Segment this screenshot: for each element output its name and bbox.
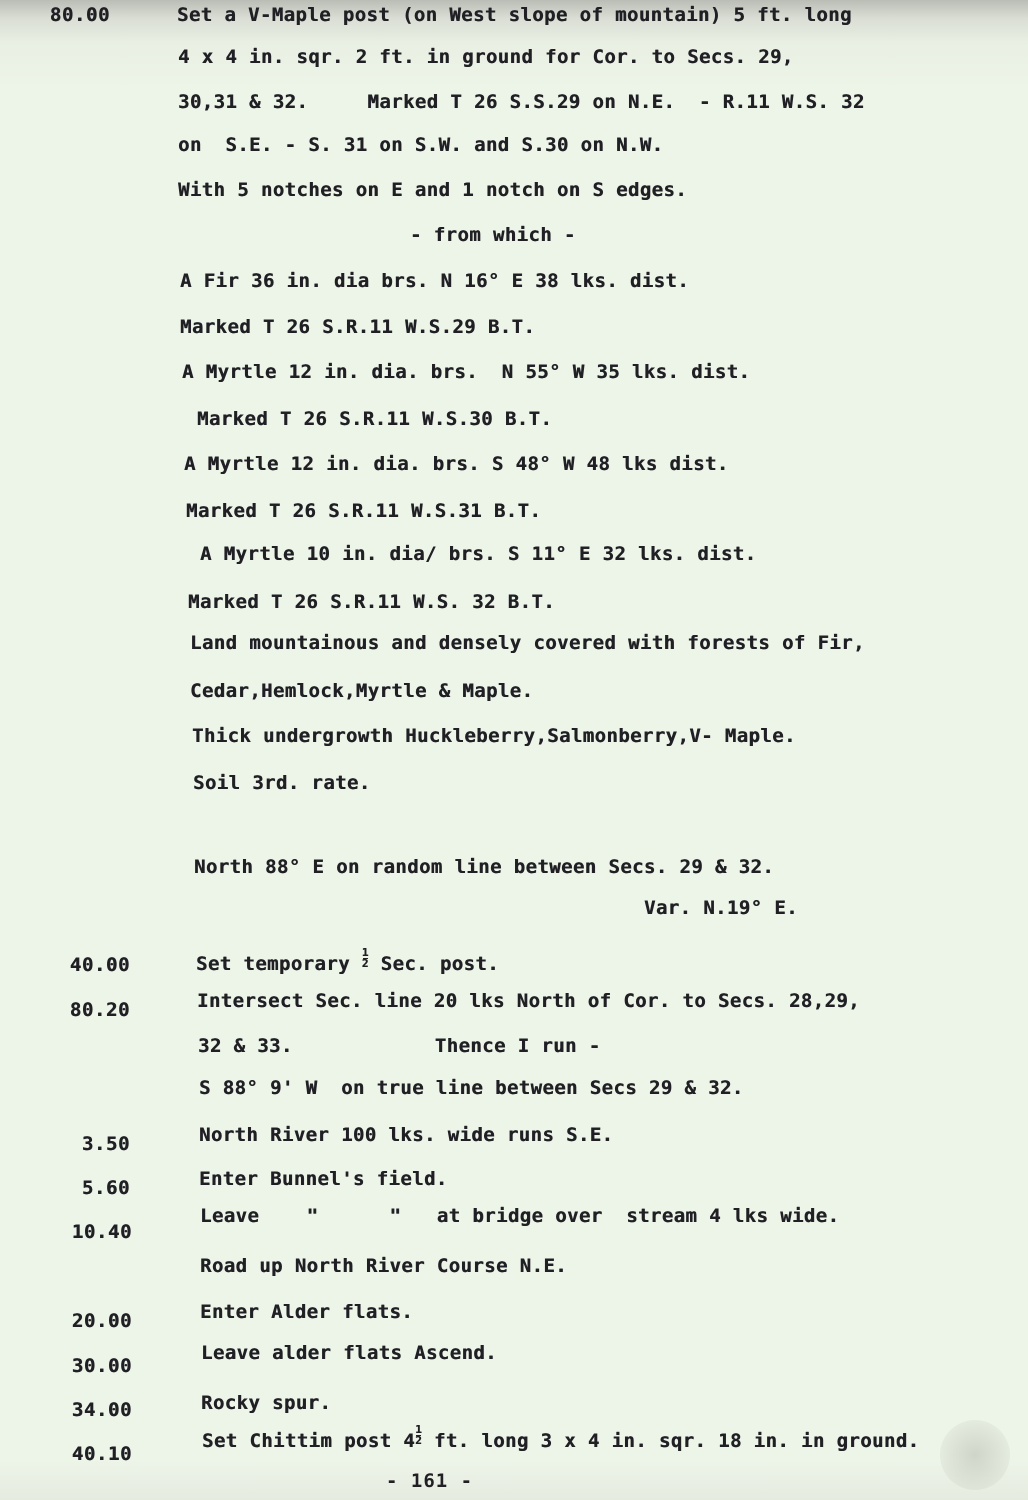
field-note-text: Sec. post. <box>368 953 500 975</box>
field-note-line: A Myrtle 10 in. dia/ brs. S 11° E 32 lks. dist. <box>200 543 757 565</box>
field-note-line: Thick undergrowth Huckleberry,Salmonberry,V- Maple. <box>192 725 796 747</box>
field-note-line: Leave alder flats Ascend. <box>201 1342 497 1364</box>
chainage-mark: 20.00 <box>71 1310 132 1332</box>
page-number: - 161 - <box>386 1470 474 1492</box>
field-note-line: North 88° E on random line between Secs. 29 & 32. <box>194 856 775 878</box>
field-note-text: ft. long 3 x 4 in. sqr. 18 in. in ground. <box>422 1430 920 1452</box>
field-note-line: A Myrtle 12 in. dia. brs. N 55° W 35 lks. dist. <box>182 361 751 383</box>
fraction <box>362 948 369 969</box>
field-note-line: A Fir 36 in. dia brs. N 16° E 38 lks. dist. <box>180 270 690 292</box>
field-note-line: Cedar,Hemlock,Myrtle & Maple. <box>190 680 534 702</box>
field-note-line: Enter Alder flats. <box>200 1301 414 1323</box>
field-note-line: Enter Bunnel's field. <box>199 1168 448 1190</box>
field-note-text: Set Chittim post 4 <box>202 1430 416 1452</box>
field-note-line: Leave " " at bridge over stream 4 lks wide. <box>200 1205 840 1227</box>
fraction-denominator: 2 <box>361 957 369 970</box>
fraction-denominator: 2 <box>415 1434 423 1447</box>
field-note-line <box>202 1425 919 1452</box>
field-note-line: Rocky spur. <box>201 1392 332 1414</box>
fraction-numerator: 1 <box>415 1423 423 1436</box>
chainage-mark: 34.00 <box>71 1399 132 1421</box>
chainage-mark: 30.00 <box>71 1355 132 1377</box>
field-note-line: 30,31 & 32. Marked T 26 S.S.29 on N.E. - R.11 W.S. 32 <box>178 91 865 113</box>
field-note-line: on S.E. - S. 31 on S.W. and S.30 on N.W. <box>178 134 664 156</box>
field-note-line: Road up North River Course N.E. <box>200 1255 568 1277</box>
chainage-mark: 10.40 <box>71 1221 132 1243</box>
field-note-line: Land mountainous and densely covered with forests of Fir, <box>190 632 865 654</box>
field-note-line: 4 x 4 in. sqr. 2 ft. in ground for Cor. to Secs. 29, <box>178 46 794 68</box>
chainage-mark: 40.10 <box>71 1443 132 1465</box>
field-note-line: Intersect Sec. line 20 lks North of Cor. to Secs. 28,29, <box>197 990 860 1012</box>
chainage-mark: 5.60 <box>81 1177 130 1199</box>
field-note-line: Marked T 26 S.R.11 W.S. 32 B.T. <box>188 591 556 613</box>
field-note-line: 32 & 33. Thence I run - <box>198 1035 601 1057</box>
paper-stain <box>940 1420 1010 1490</box>
field-note-text: Set temporary <box>196 953 350 975</box>
field-note-line: Marked T 26 S.R.11 W.S.30 B.T. <box>197 408 553 430</box>
field-note-line: Soil 3rd. rate. <box>193 772 371 794</box>
fraction-numerator: 1 <box>361 946 369 959</box>
chainage-mark: 3.50 <box>81 1133 130 1155</box>
chainage-mark: 80.20 <box>69 999 130 1021</box>
chainage-mark: 80.00 <box>49 4 110 26</box>
field-note-heading: - from which - <box>410 224 576 246</box>
field-note-line: With 5 notches on E and 1 notch on S edges. <box>178 179 688 201</box>
field-note-line: Marked T 26 S.R.11 W.S.29 B.T. <box>180 316 536 338</box>
field-note-line: North River 100 lks. wide runs S.E. <box>199 1124 614 1146</box>
field-note-line: S 88° 9' W on true line between Secs 29 & 32. <box>199 1077 744 1099</box>
chainage-mark: 40.00 <box>69 954 130 976</box>
field-note-line: A Myrtle 12 in. dia. brs. S 48° W 48 lks dist. <box>184 453 729 475</box>
field-note-line: Set a V-Maple post (on West slope of mountain) 5 ft. long <box>177 4 852 26</box>
field-note-line <box>196 948 499 975</box>
field-note-line: Marked T 26 S.R.11 W.S.31 B.T. <box>186 500 542 522</box>
field-note-line: Var. N.19° E. <box>644 897 798 919</box>
